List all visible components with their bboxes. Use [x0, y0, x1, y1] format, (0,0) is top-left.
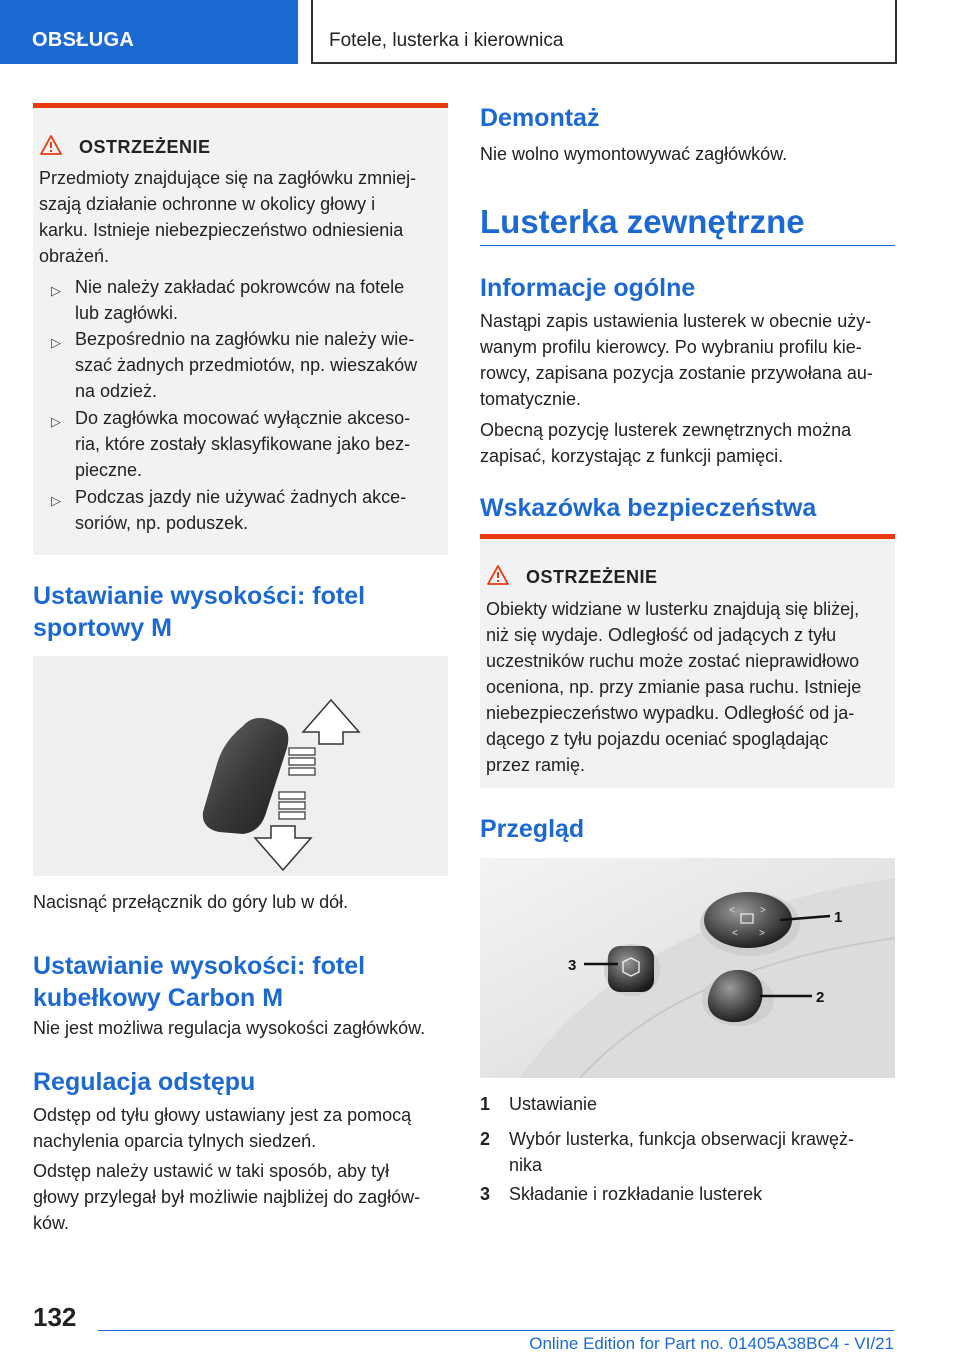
- chapter-tab: [311, 0, 897, 64]
- text-line: nachylenia oparcia tylnych siedzeń.: [33, 1131, 317, 1151]
- warning-title: OSTRZEŻENIE: [79, 137, 211, 157]
- warning-line: karku. Istnieje niebezpieczeństwo odniesienia: [39, 220, 404, 240]
- warning-line: przez ramię.: [486, 755, 586, 775]
- svg-text:>: >: [759, 928, 765, 939]
- bullet-line: Do zagłówka mocować wyłącznie akceso-: [75, 408, 411, 428]
- heading-line: sportowy M: [33, 614, 172, 642]
- heading-overview: Przegląd: [480, 815, 585, 843]
- mirror-controls-figure: [480, 858, 895, 1078]
- figure-caption: Nacisnąć przełącznik do góry lub w dół.: [33, 892, 349, 912]
- page-number: 132: [33, 1302, 77, 1332]
- general-paragraph-1: [480, 308, 895, 412]
- heading-line: Ustawianie wysokości: fotel: [33, 952, 366, 980]
- headrest-switch-illustration: [33, 656, 448, 876]
- chapter-title: Fotele, lusterka i kierownica: [329, 30, 564, 51]
- legend-number: 3: [480, 1184, 491, 1204]
- bullet-line: soriów, np. poduszek.: [75, 513, 249, 533]
- text-line: ków.: [33, 1213, 70, 1233]
- distance-paragraph-2: [33, 1158, 448, 1236]
- warning-line: Przedmioty znajdujące się na zagłówku zmniej-: [39, 168, 417, 188]
- bullet-line: ria, które zostały sklasyfikowane jako bez-: [75, 434, 411, 454]
- bullet-line: na odzież.: [75, 381, 158, 401]
- warning-line: dącego z tyłu pojazdu oceniać spoglądając: [486, 729, 829, 749]
- text-line: Wybór lusterka, funkcja obserwacji krawęż-: [509, 1129, 854, 1149]
- bullet-marker-icon: ▷: [51, 283, 61, 298]
- svg-text:<: <: [729, 905, 735, 916]
- heading-general-info: Informacje ogólne: [480, 274, 696, 302]
- text-line: wanym profilu kierowcy. Po wybraniu profilu kie-: [480, 337, 862, 357]
- warning-line: szają działanie ochronne w okolicy głowy i: [39, 194, 376, 214]
- heading-exterior-mirrors: Lusterka zewnętrzne: [480, 203, 805, 240]
- warning-triangle-icon: [487, 565, 509, 585]
- text-line: Nastąpi zapis ustawienia lusterek w obecnie uży-: [480, 311, 872, 331]
- text-line: zapisać, korzystając z funkcji pamięci.: [480, 446, 784, 466]
- text-line: Składanie i rozkładanie lusterek: [509, 1184, 763, 1204]
- text-line: głowy przylegał był możliwie najbliżej do zagłów-: [33, 1187, 421, 1207]
- heading-safety-note: Wskazówka bezpieczeństwa: [480, 494, 817, 522]
- text-line: Ustawianie: [509, 1094, 598, 1114]
- text-line: Odstęp należy ustawić w taki sposób, aby tył: [33, 1161, 390, 1181]
- bullet-line: Bezpośrednio na zagłówku nie należy wie-: [75, 329, 415, 349]
- distance-paragraph-1: [33, 1102, 448, 1154]
- bullet-marker-icon: ▷: [51, 335, 61, 350]
- bullet-line: szać żadnych przedmiotów, np. wieszaków: [75, 355, 418, 375]
- section-label: OBSŁUGA: [32, 29, 135, 51]
- text-line: nika: [509, 1155, 543, 1175]
- callout-3: 3: [568, 957, 577, 974]
- text-line: tomatycznie.: [480, 389, 582, 409]
- bullet-line: pieczne.: [75, 460, 143, 480]
- carbon-text: Nie jest możliwa regulacja wysokości zagłówków.: [33, 1018, 426, 1038]
- bullet-marker-icon: ▷: [51, 414, 61, 429]
- warning-line: obrażeń.: [39, 246, 110, 266]
- warning-triangle-icon: [40, 135, 62, 155]
- legend-number: 1: [480, 1094, 491, 1114]
- legend-text: [509, 1091, 895, 1117]
- general-paragraph-2: [480, 417, 895, 469]
- callout-1: 1: [834, 909, 843, 926]
- heading-removal: Demontaż: [480, 104, 600, 132]
- footer-rule: [98, 1330, 894, 1331]
- footer-edition: Online Edition for Part no. 01405A38BC4 - VI/21: [529, 1334, 894, 1353]
- warning-line: niż się wydaje. Odległość od jadących z tyłu: [486, 625, 837, 645]
- warning-line: niebezpieczeństwo wypadku. Odległość od ja-: [486, 703, 855, 723]
- svg-text:>: >: [760, 905, 766, 916]
- text-line: Odstęp od tyłu głowy ustawiany jest za pomocą: [33, 1105, 412, 1125]
- bullet-line: lub zagłówki.: [75, 303, 179, 323]
- bullet-marker-icon: ▷: [51, 493, 61, 508]
- heading-line: Ustawianie wysokości: fotel: [33, 582, 366, 610]
- warning-line: oceniona, np. przy zmianie pasa ruchu. Istnieje: [486, 677, 862, 697]
- legend-text: [509, 1181, 895, 1207]
- warning-line: uczestników ruchu może zostać nieprawidłowo: [486, 651, 860, 671]
- heading-rule: [480, 245, 895, 246]
- heading-sport-seat: [33, 580, 448, 644]
- warning-title: OSTRZEŻENIE: [526, 567, 658, 587]
- heading-line: kubełkowy Carbon M: [33, 984, 284, 1012]
- removal-text: Nie wolno wymontowywać zagłówków.: [480, 144, 788, 164]
- legend-text: [509, 1126, 895, 1178]
- legend-number: 2: [480, 1129, 491, 1149]
- text-line: rowcy, zapisana pozycja zostanie przywołana au-: [480, 363, 873, 383]
- warning-line: Obiekty widziane w lusterku znajdują się bliżej,: [486, 599, 860, 619]
- bullet-line: Nie należy zakładać pokrowców na fotele: [75, 277, 405, 297]
- bullet-line: Podczas jazdy nie używać żadnych akce-: [75, 487, 407, 507]
- heading-carbon-seat: [33, 950, 448, 1014]
- headrest-switch-figure: [33, 656, 448, 876]
- warning-box-headrest: [33, 103, 448, 555]
- text-line: Obecną pozycję lusterek zewnętrznych można: [480, 420, 852, 440]
- warning-box-mirrors: [480, 534, 895, 788]
- heading-distance: Regulacja odstępu: [33, 1068, 256, 1096]
- callout-2: 2: [816, 989, 825, 1006]
- section-tab: [0, 0, 298, 64]
- mirror-controls-illustration: [480, 858, 895, 1078]
- svg-text:<: <: [732, 928, 738, 939]
